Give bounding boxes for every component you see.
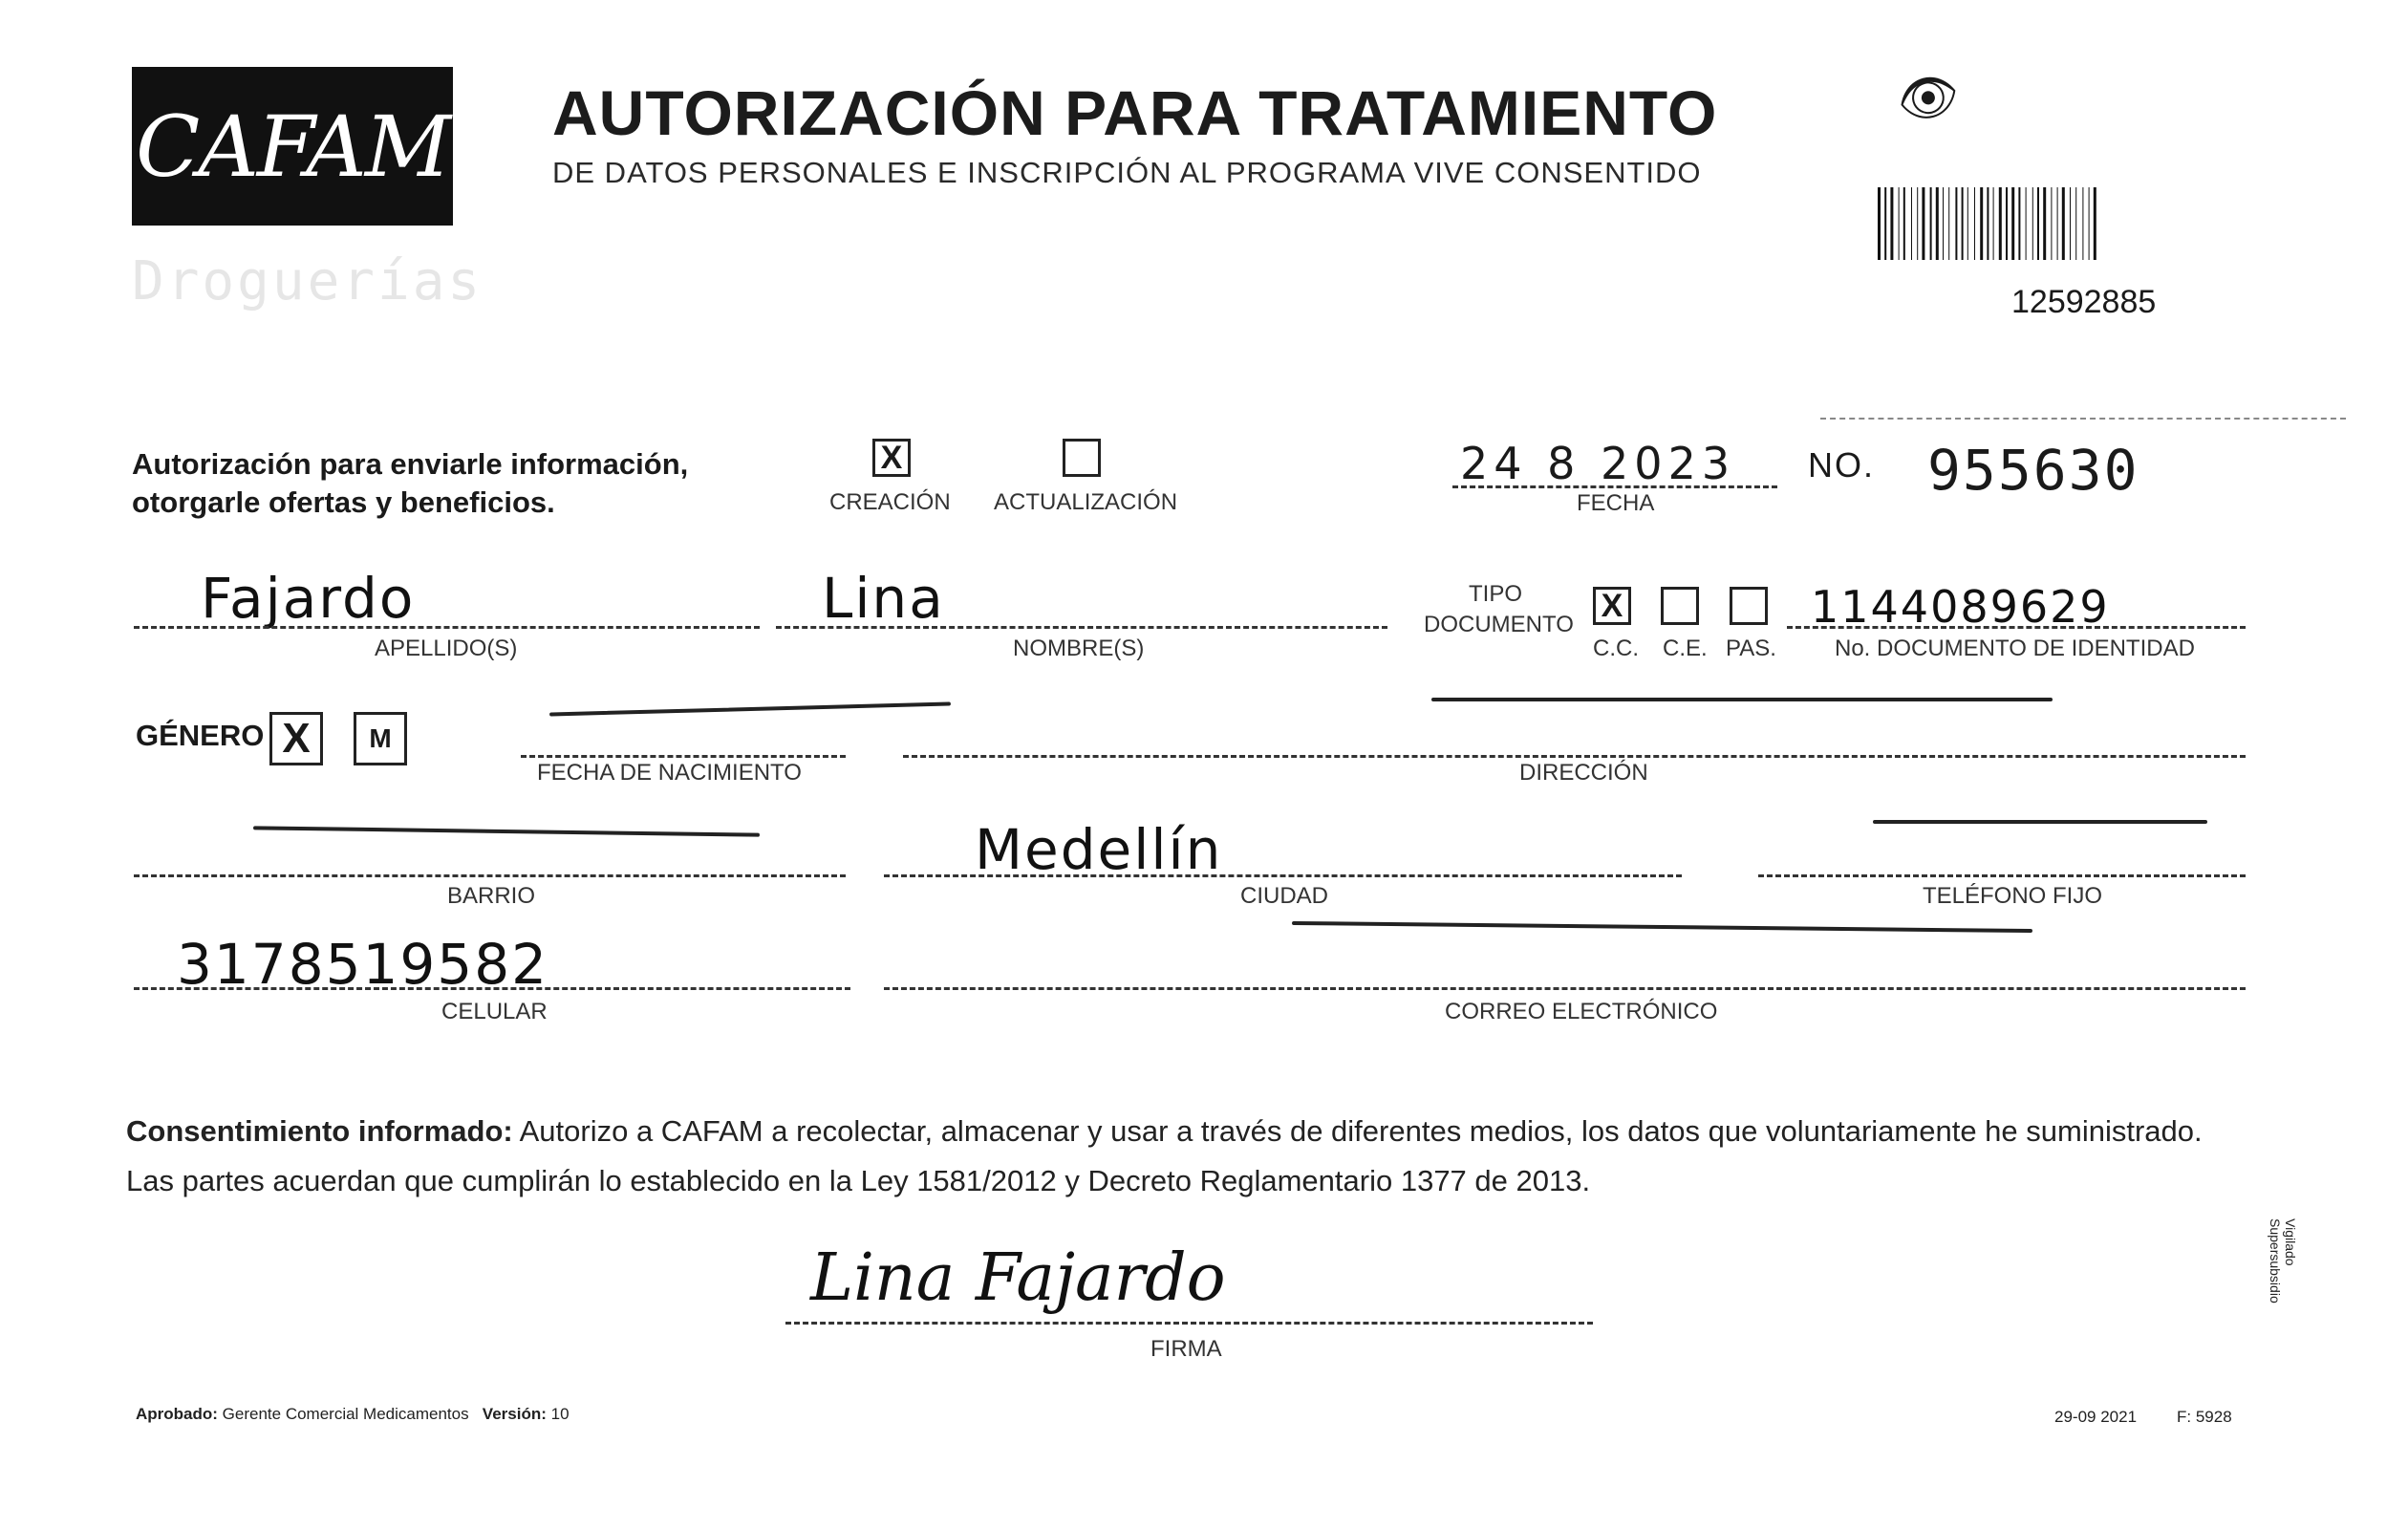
form-subtitle: DE DATOS PERSONALES E INSCRIPCIÓN AL PROGRAMA VIVE CONSENTIDO xyxy=(552,156,1702,189)
creacion-checkbox[interactable]: X xyxy=(872,439,911,477)
consent-bold: Consentimiento informado: xyxy=(126,1114,513,1148)
actualizacion-checkbox[interactable] xyxy=(1063,439,1101,477)
signature[interactable]: Lina Fajardo xyxy=(810,1240,1226,1316)
nacimiento-crossout xyxy=(549,702,951,717)
form-number: 955630 xyxy=(1927,438,2139,503)
ce-checkbox[interactable] xyxy=(1661,587,1699,625)
telefono-crossout xyxy=(1873,820,2207,824)
aprobado-label: Aprobado: xyxy=(136,1405,218,1423)
actualizacion-label: ACTUALIZACIÓN xyxy=(994,489,1178,515)
tipo-label: TIPO xyxy=(1469,581,1523,607)
signature-line xyxy=(785,1322,1593,1325)
telefono-label: TELÉFONO FIJO xyxy=(1923,883,2103,909)
footer-approval xyxy=(136,1405,570,1424)
telefono-line xyxy=(1758,874,2246,877)
version-label: Versión: xyxy=(482,1405,547,1423)
crossout-stroke xyxy=(1431,698,2053,701)
creacion-label: CREACIÓN xyxy=(829,489,951,515)
direccion-line xyxy=(903,755,2246,758)
barrio-label: BARRIO xyxy=(447,883,536,909)
nombres-label: NOMBRE(S) xyxy=(1013,636,1145,661)
firma-label: FIRMA xyxy=(1150,1336,1222,1362)
barcode xyxy=(1876,187,2256,260)
celular-line xyxy=(134,987,850,990)
aprobado-value: Gerente Comercial Medicamentos xyxy=(222,1405,469,1423)
apellidos-line xyxy=(134,626,760,629)
version-value: 10 xyxy=(550,1405,570,1423)
fecha-label: FECHA xyxy=(1577,490,1655,516)
celular-label: CELULAR xyxy=(441,999,548,1024)
direccion-label: DIRECCIÓN xyxy=(1519,760,1648,786)
authorization-text-1: Autorización para enviarle información, xyxy=(132,447,689,481)
footer-date-code: 29-09 2021 xyxy=(2054,1408,2138,1426)
consent-text: Autorizo a CAFAM a recolectar, almacenar y usar a través de diferentes medios, los datos que voluntariamente he suministrado. xyxy=(512,1114,2203,1148)
footer-f-code: F: 5928 xyxy=(2177,1408,2232,1426)
documento-tipo-label: DOCUMENTO xyxy=(1424,612,1574,637)
documento-line xyxy=(1787,626,2246,629)
barcode-number: 12592885 xyxy=(2011,284,2157,320)
documento-label: No. DOCUMENTO DE IDENTIDAD xyxy=(1835,636,2195,661)
fecha-line xyxy=(1452,485,1777,488)
authorization-text-2: otorgarle ofertas y beneficios. xyxy=(132,485,555,519)
cc-checkbox[interactable]: X xyxy=(1593,587,1631,625)
fecha-value[interactable]: 24 8 2023 xyxy=(1460,438,1736,489)
barrio-crossout xyxy=(253,826,760,836)
correo-label: CORREO ELECTRÓNICO xyxy=(1445,999,1718,1024)
nacimiento-label: FECHA DE NACIMIENTO xyxy=(537,760,802,786)
apellidos-label: APELLIDO(S) xyxy=(375,636,518,661)
pas-label: PAS. xyxy=(1726,636,1776,661)
consent-paragraph xyxy=(126,1107,2267,1206)
pas-checkbox[interactable] xyxy=(1730,587,1768,625)
ciudad-label: CIUDAD xyxy=(1240,883,1329,909)
logo-subtitle: Droguerías xyxy=(132,250,484,312)
eye-icon: 👁 xyxy=(1890,63,1967,134)
genero-f-checkbox[interactable]: X xyxy=(269,712,323,765)
ciudad-value[interactable]: Medellín xyxy=(975,817,1223,882)
nombres-line xyxy=(776,626,1387,629)
cc-label: C.C. xyxy=(1593,636,1639,661)
nacimiento-line xyxy=(521,755,846,758)
apellidos-value[interactable]: Fajardo xyxy=(201,566,416,631)
correo-line xyxy=(884,987,2246,990)
genero-label: GÉNERO xyxy=(136,719,265,752)
cafam-logo: CAFAM xyxy=(132,67,453,226)
no-label: NO. xyxy=(1808,445,1876,485)
form-title: AUTORIZACIÓN PARA TRATAMIENTO xyxy=(552,77,1718,148)
correo-crossout xyxy=(1292,921,2032,933)
top-dash-rule xyxy=(1820,418,2346,420)
vigilado-text: Vigilado Supersubsidio xyxy=(2268,1218,2298,1304)
barrio-line xyxy=(134,874,846,877)
celular-value[interactable]: 3178519582 xyxy=(177,932,549,997)
ce-label: C.E. xyxy=(1663,636,1708,661)
genero-m-checkbox[interactable]: M xyxy=(354,712,407,765)
documento-value[interactable]: 1144089629 xyxy=(1811,581,2110,633)
consent-text-2: Las partes acuerdan que cumplirán lo establecido en la Ley 1581/2012 y Decreto Reglamentario 1377 de 2013. xyxy=(126,1164,1591,1197)
ciudad-line xyxy=(884,874,1682,877)
nombres-value[interactable]: Lina xyxy=(822,566,945,631)
